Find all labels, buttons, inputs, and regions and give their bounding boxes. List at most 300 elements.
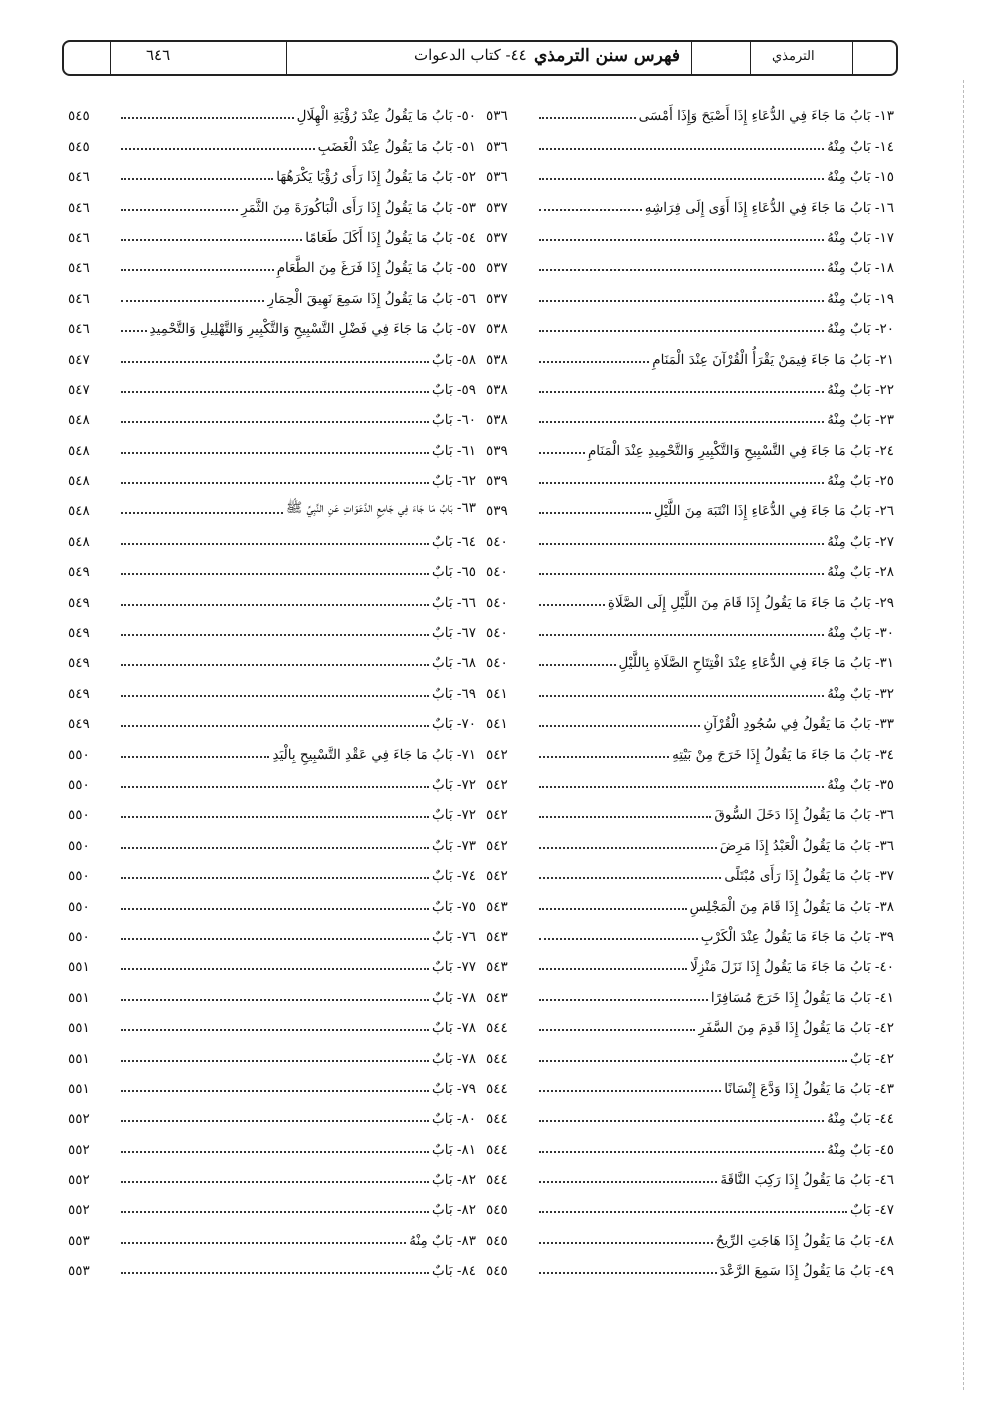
entry-page-number: ٥٤٥ bbox=[68, 138, 90, 155]
toc-entry bbox=[478, 1249, 898, 1279]
entry-title: ٦١- بَابٌ bbox=[432, 442, 476, 459]
toc-entry bbox=[478, 1188, 898, 1218]
dot-leader bbox=[121, 269, 274, 271]
dot-leader bbox=[539, 452, 585, 454]
page-number: ٦٤٦ bbox=[146, 46, 171, 64]
dot-leader bbox=[539, 756, 669, 758]
entry-title: ٧٥- بَابٌ bbox=[432, 898, 476, 915]
entry-title: ٨٢- بَابٌ bbox=[432, 1202, 476, 1219]
toc-entry bbox=[478, 1127, 898, 1157]
dot-leader bbox=[121, 756, 269, 758]
toc-entry bbox=[478, 1158, 898, 1188]
dot-leader bbox=[121, 512, 283, 514]
entry-title: ٧٢- بَابٌ bbox=[432, 776, 476, 793]
toc-entry bbox=[478, 155, 898, 185]
toc-entry bbox=[60, 611, 480, 641]
entry-title: ٤٩- بَابُ مَا يَقُولُ إِذَا سَمِعَ الرَّعْدَ bbox=[719, 1263, 894, 1280]
toc-entry bbox=[60, 823, 480, 853]
dot-leader bbox=[121, 1090, 429, 1092]
toc-entry bbox=[478, 975, 898, 1005]
toc-entry bbox=[478, 671, 898, 701]
entry-page-number: ٥٤٣ bbox=[486, 989, 508, 1006]
toc-entry bbox=[478, 641, 898, 671]
dot-leader bbox=[121, 786, 429, 788]
entry-title: ٢٩- بَابُ مَا جَاءَ مَا يَقُولُ إِذَا قَامَ مِنَ اللَّيْلِ إِلَى الصَّلَاةِ bbox=[607, 594, 894, 611]
toc-entry bbox=[478, 246, 898, 276]
toc-entry bbox=[478, 398, 898, 428]
entry-title: ٤٤- بَابٌ مِنْهُ bbox=[827, 1111, 894, 1128]
dot-leader bbox=[121, 999, 429, 1001]
entry-title: ٨٤- بَابٌ bbox=[432, 1263, 476, 1280]
toc-entry bbox=[478, 1006, 898, 1036]
toc-entry bbox=[478, 1067, 898, 1097]
dot-leader bbox=[121, 877, 429, 879]
entry-title: ٥٨- بَابٌ bbox=[432, 351, 476, 368]
dot-leader bbox=[539, 664, 616, 666]
toc-entry bbox=[60, 580, 480, 610]
dot-leader bbox=[539, 421, 824, 423]
toc-entry bbox=[478, 124, 898, 154]
entry-title: ٦٨- بَابٌ bbox=[432, 655, 476, 672]
toc-entry bbox=[478, 1218, 898, 1248]
toc-entry bbox=[60, 155, 480, 185]
entry-page-number: ٥٤٢ bbox=[486, 776, 508, 793]
entry-page-number: ٥٤٠ bbox=[486, 533, 508, 550]
dot-leader bbox=[539, 847, 717, 849]
entry-title: ٤٢- بَابٌ bbox=[850, 1050, 894, 1067]
entry-page-number: ٥٣٦ bbox=[486, 108, 508, 125]
dot-leader bbox=[539, 209, 642, 211]
entry-title: ٣٦- بَابُ مَا يَقُولُ إِذَا دَخَلَ السُّوقَ bbox=[714, 807, 894, 824]
entry-page-number: ٥٤٨ bbox=[68, 503, 90, 520]
entry-page-number: ٥٥٠ bbox=[68, 868, 90, 885]
entry-page-number: ٥٤٥ bbox=[486, 1202, 508, 1219]
toc-entry bbox=[478, 763, 898, 793]
toc-entry bbox=[478, 1036, 898, 1066]
dot-leader bbox=[539, 391, 824, 393]
toc-entry bbox=[60, 276, 480, 306]
entry-page-number: ٥٤٤ bbox=[486, 1050, 508, 1067]
entry-page-number: ٥٣٦ bbox=[486, 138, 508, 155]
entry-title: ٥٥- بَابُ مَا يَقُولُ إِذَا فَرَغَ مِنَ الطَّعَامِ bbox=[276, 260, 476, 277]
dot-leader bbox=[539, 330, 824, 332]
entry-title: ٤٦- بَابُ مَا يَقُولُ إِذَا رَكِبَ النَّاقَةَ bbox=[720, 1172, 894, 1189]
page-edge-line bbox=[963, 80, 965, 1390]
toc-entry bbox=[60, 732, 480, 762]
toc-entry bbox=[60, 854, 480, 884]
toc-entry bbox=[478, 550, 898, 580]
entry-page-number: ٥٤٥ bbox=[486, 1232, 508, 1249]
entry-page-number: ٥٤٢ bbox=[486, 807, 508, 824]
toc-entry bbox=[478, 702, 898, 732]
toc-entry bbox=[60, 975, 480, 1005]
entry-title: ٢٦- بَابُ مَا جَاءَ فِي الدُّعَاءِ إِذَا انْتَبَهَ مِنَ اللَّيْلِ bbox=[653, 503, 894, 520]
entry-page-number: ٥٣٧ bbox=[486, 260, 508, 277]
entry-page-number: ٥٤٨ bbox=[68, 473, 90, 490]
entry-title: ٦٦- بَابٌ bbox=[432, 594, 476, 611]
dot-leader bbox=[121, 361, 429, 363]
entry-title: ٢١- بَابُ مَا جَاءَ فِيمَنْ يَقْرَأُ الْقُرْآنَ عِنْدَ الْمَنَامِ bbox=[652, 351, 894, 368]
toc-entry bbox=[478, 915, 898, 945]
entry-page-number: ٥٤٦ bbox=[68, 229, 90, 246]
dot-leader bbox=[539, 877, 721, 879]
entry-page-number: ٥٣٨ bbox=[486, 381, 508, 398]
dot-leader bbox=[121, 1029, 429, 1031]
dot-leader bbox=[539, 269, 824, 271]
dot-leader bbox=[539, 1181, 717, 1183]
dot-leader bbox=[539, 1272, 717, 1274]
dot-leader bbox=[121, 604, 429, 606]
entry-page-number: ٥٤٩ bbox=[68, 716, 90, 733]
entry-title: ٧٨- بَابٌ bbox=[432, 1050, 476, 1067]
entry-page-number: ٥٤٦ bbox=[68, 199, 90, 216]
dot-leader bbox=[121, 300, 264, 302]
dot-leader bbox=[121, 938, 429, 940]
dot-leader bbox=[121, 239, 302, 241]
entry-page-number: ٥٥١ bbox=[68, 1020, 90, 1037]
entry-title: ٨٣- بَابٌ مِنْهُ bbox=[409, 1232, 476, 1249]
entry-title: ٨٠- بَابٌ bbox=[432, 1111, 476, 1128]
entry-page-number: ٥٤٦ bbox=[68, 260, 90, 277]
dot-leader bbox=[539, 1120, 824, 1122]
toc-entry bbox=[60, 1127, 480, 1157]
entry-title: ١٧- بَابٌ مِنْهُ bbox=[827, 229, 894, 246]
author-name: الترمذي bbox=[772, 49, 815, 64]
entry-page-number: ٥٤٧ bbox=[68, 351, 90, 368]
entry-page-number: ٥٤٢ bbox=[486, 837, 508, 854]
toc-entry bbox=[60, 398, 480, 428]
entry-title: ٤٢- بَابُ مَا يَقُولُ إِذَا قَدِمَ مِنَ السَّفَرِ bbox=[698, 1020, 894, 1037]
toc-entry bbox=[478, 307, 898, 337]
dot-leader bbox=[121, 847, 429, 849]
dot-leader bbox=[539, 512, 651, 514]
entry-page-number: ٥٤٩ bbox=[68, 594, 90, 611]
dot-leader bbox=[539, 300, 824, 302]
dot-leader bbox=[539, 695, 824, 697]
toc-entry bbox=[60, 337, 480, 367]
dot-leader bbox=[539, 968, 687, 970]
entry-page-number: ٥٤١ bbox=[486, 716, 508, 733]
page-title: فهرس سنن الترمذي bbox=[534, 46, 680, 66]
dot-leader bbox=[121, 908, 429, 910]
entry-page-number: ٥٣٧ bbox=[486, 229, 508, 246]
toc-entry bbox=[478, 1097, 898, 1127]
dot-leader bbox=[539, 1151, 824, 1153]
dot-leader bbox=[121, 1242, 406, 1244]
entry-title: ١٤- بَابٌ مِنْهُ bbox=[827, 138, 894, 155]
entry-page-number: ٥٣٧ bbox=[486, 199, 508, 216]
dot-leader bbox=[121, 209, 238, 211]
toc-entry bbox=[478, 732, 898, 762]
toc-entry bbox=[60, 793, 480, 823]
dot-leader bbox=[539, 148, 824, 150]
dot-leader bbox=[121, 178, 273, 180]
entry-page-number: ٥٥٠ bbox=[68, 807, 90, 824]
entry-title: ٧١- بَابُ مَا جَاءَ فِي عَقْدِ التَّسْبِيحِ بِالْيَدِ bbox=[272, 746, 476, 763]
entry-title: ٢٨- بَابٌ مِنْهُ bbox=[827, 564, 894, 581]
entry-title: ٣٩- بَابُ مَا جَاءَ مَا يَقُولُ عِنْدَ الْكَرْبِ bbox=[700, 928, 894, 945]
entry-page-number: ٥٤٠ bbox=[486, 655, 508, 672]
dot-leader bbox=[539, 1060, 847, 1062]
entry-title: ٥٧- بَابُ مَا جَاءَ فِي فَضْلِ التَّسْبِيحِ وَالتَّكْبِيرِ وَالتَّهْلِيلِ وَالتَّحْمِيدِ bbox=[149, 321, 476, 338]
entry-page-number: ٥٤٢ bbox=[486, 746, 508, 763]
dot-leader bbox=[121, 330, 147, 332]
entry-title: ٥٢- بَابُ مَا يَقُولُ إِذَا رَأَى رُؤْيَا يَكْرَهُهَا bbox=[276, 169, 476, 186]
toc-entry bbox=[478, 884, 898, 914]
dot-leader bbox=[539, 908, 687, 910]
entry-title: ٣٦- بَابُ مَا يَقُولُ الْعَبْدُ إِذَا مَرِضَ bbox=[719, 837, 894, 854]
toc-entry bbox=[60, 459, 480, 489]
dot-leader bbox=[121, 816, 429, 818]
entry-page-number: ٥٤٤ bbox=[486, 1020, 508, 1037]
toc-entry bbox=[478, 337, 898, 367]
entry-page-number: ٥٤٢ bbox=[486, 868, 508, 885]
toc-entry bbox=[478, 580, 898, 610]
entry-title: ٥٦- بَابُ مَا يَقُولُ إِذَا سَمِعَ نَهِيقَ الْحِمَارِ bbox=[267, 290, 476, 307]
entry-page-number: ٥٥٠ bbox=[68, 898, 90, 915]
dot-leader bbox=[121, 543, 429, 545]
entry-title: ٣٤- بَابُ مَا جَاءَ مَا يَقُولُ إِذَا خَرَجَ مِنْ بَيْتِهِ bbox=[672, 746, 894, 763]
entry-page-number: ٥٥٣ bbox=[68, 1232, 90, 1249]
entry-title: ٧٨- بَابٌ bbox=[432, 1020, 476, 1037]
dot-leader bbox=[539, 361, 649, 363]
dot-leader bbox=[539, 999, 708, 1001]
entry-title: ٧٣- بَابٌ bbox=[432, 837, 476, 854]
toc-entry bbox=[60, 489, 480, 519]
toc-entry bbox=[478, 94, 898, 124]
toc-entry bbox=[478, 793, 898, 823]
entry-title: ٧٢- بَابٌ bbox=[432, 807, 476, 824]
toc-entry bbox=[60, 519, 480, 549]
entry-page-number: ٥٤٦ bbox=[68, 169, 90, 186]
entry-title: ٨١- بَابٌ bbox=[432, 1141, 476, 1158]
toc-entry bbox=[60, 216, 480, 246]
entry-page-number: ٥٤٣ bbox=[486, 898, 508, 915]
entry-page-number: ٥٤٨ bbox=[68, 412, 90, 429]
toc-entry bbox=[478, 945, 898, 975]
dot-leader bbox=[539, 938, 698, 940]
entry-page-number: ٥٤٩ bbox=[68, 655, 90, 672]
entry-title: ٣١- بَابُ مَا جَاءَ فِي الدُّعَاءِ عِنْدَ افْتِتَاحِ الصَّلَاةِ بِاللَّيْلِ bbox=[618, 655, 894, 672]
entry-page-number: ٥٣٩ bbox=[486, 442, 508, 459]
entry-page-number: ٥٤٥ bbox=[486, 1263, 508, 1280]
entry-title: ٣٨- بَابُ مَا يَقُولُ إِذَا قَامَ مِنَ الْمَجْلِسِ bbox=[689, 898, 894, 915]
entry-title: ٦٤- بَابٌ bbox=[432, 533, 476, 550]
entry-title: ٧٠- بَابٌ bbox=[432, 716, 476, 733]
entry-page-number: ٥٥٠ bbox=[68, 746, 90, 763]
dot-leader bbox=[539, 1090, 721, 1092]
entry-page-number: ٥٣٩ bbox=[486, 473, 508, 490]
toc-entry bbox=[60, 1158, 480, 1188]
entry-title: ٤٣- بَابُ مَا يَقُولُ إِذَا وَدَّعَ إِنْسَانًا bbox=[724, 1080, 894, 1097]
entry-page-number: ٥٤٤ bbox=[486, 1141, 508, 1158]
dot-leader bbox=[121, 695, 429, 697]
entry-title: ٦٣- بَابُ مَا جَاءَ فِي جَامِعِ الدَّعَوَاتِ عَنِ النَّبِيِّ ﷺ bbox=[285, 500, 476, 517]
entry-page-number: ٥٤٠ bbox=[486, 625, 508, 642]
entry-title: ٤٠- بَابُ مَا جَاءَ مَا يَقُولُ إِذَا نَزَلَ مَنْزِلًا bbox=[690, 959, 894, 976]
entry-page-number: ٥٥١ bbox=[68, 989, 90, 1006]
entry-page-number: ٥٤٩ bbox=[68, 625, 90, 642]
entry-page-number: ٥٤١ bbox=[486, 685, 508, 702]
toc-entry bbox=[478, 489, 898, 519]
dot-leader bbox=[539, 239, 824, 241]
entry-page-number: ٥٥٣ bbox=[68, 1263, 90, 1280]
entry-page-number: ٥٤٨ bbox=[68, 533, 90, 550]
entry-title: ٦٧- بَابٌ bbox=[432, 625, 476, 642]
dot-leader bbox=[121, 1272, 429, 1274]
entry-title: ٥٩- بَابٌ bbox=[432, 381, 476, 398]
toc-entry bbox=[60, 185, 480, 215]
dot-leader bbox=[539, 573, 824, 575]
entry-page-number: ٥٣٧ bbox=[486, 290, 508, 307]
entry-title: ٢٣- بَابٌ مِنْهُ bbox=[827, 412, 894, 429]
entry-title: ٣٠- بَابٌ مِنْهُ bbox=[827, 625, 894, 642]
header-divider bbox=[691, 42, 692, 74]
toc-entry bbox=[60, 1006, 480, 1036]
toc-entry bbox=[478, 368, 898, 398]
dot-leader bbox=[121, 1211, 429, 1213]
toc-entry bbox=[478, 216, 898, 246]
toc-entry bbox=[60, 368, 480, 398]
entry-page-number: ٥٤٦ bbox=[68, 290, 90, 307]
toc-entry bbox=[478, 823, 898, 853]
entry-title: ٧٦- بَابٌ bbox=[432, 928, 476, 945]
toc-entry bbox=[60, 1067, 480, 1097]
dot-leader bbox=[539, 117, 636, 119]
entry-title: ٧٩- بَابٌ bbox=[432, 1080, 476, 1097]
entry-title: ٢٠- بَابٌ مِنْهُ bbox=[827, 321, 894, 338]
entry-title: ٣٥- بَابٌ مِنْهُ bbox=[827, 776, 894, 793]
toc-entry bbox=[478, 185, 898, 215]
entry-title: ٢٤- بَابُ مَا جَاءَ فِي التَّسْبِيحِ وَالتَّكْبِيرِ وَالتَّحْمِيدِ عِنْدَ الْمَنَامِ bbox=[587, 442, 894, 459]
entry-page-number: ٥٥٠ bbox=[68, 776, 90, 793]
entry-title: ٢٢- بَابٌ مِنْهُ bbox=[827, 381, 894, 398]
toc-entry bbox=[60, 915, 480, 945]
entry-title: ١٩- بَابٌ مِنْهُ bbox=[827, 290, 894, 307]
toc-column-left bbox=[60, 94, 480, 1279]
entry-title: ٣٢- بَابٌ مِنْهُ bbox=[827, 685, 894, 702]
toc-entry bbox=[60, 641, 480, 671]
entry-page-number: ٥٤٤ bbox=[486, 1172, 508, 1189]
dot-leader bbox=[539, 1029, 695, 1031]
entry-title: ٨٢- بَابٌ bbox=[432, 1172, 476, 1189]
entry-title: ٥٣- بَابُ مَا يَقُولُ إِذَا رَأَى الْبَاكُورَةَ مِنَ الثَّمَرِ bbox=[241, 199, 476, 216]
toc-entry bbox=[60, 1249, 480, 1279]
entry-title: ٢٧- بَابٌ مِنْهُ bbox=[827, 533, 894, 550]
entry-page-number: ٥٤٠ bbox=[486, 564, 508, 581]
toc-entry bbox=[60, 246, 480, 276]
entry-page-number: ٥٤٩ bbox=[68, 685, 90, 702]
entry-title: ٦٢- بَابٌ bbox=[432, 473, 476, 490]
toc-entry bbox=[60, 763, 480, 793]
entry-title: ١٦- بَابُ مَا جَاءَ فِي الدُّعَاءِ إِذَا أَوَى إِلَى فِرَاشِهِ bbox=[644, 199, 894, 216]
entry-title: ٧٤- بَابٌ bbox=[432, 868, 476, 885]
toc-entry bbox=[60, 124, 480, 154]
entry-page-number: ٥٤٩ bbox=[68, 564, 90, 581]
entry-page-number: ٥٥١ bbox=[68, 1050, 90, 1067]
entry-page-number: ٥٤٤ bbox=[486, 1111, 508, 1128]
header-divider bbox=[110, 42, 111, 74]
entry-page-number: ٥٤٠ bbox=[486, 594, 508, 611]
toc-entry bbox=[478, 854, 898, 884]
dot-leader bbox=[121, 482, 429, 484]
dot-leader bbox=[121, 421, 429, 423]
entry-page-number: ٥٣٩ bbox=[486, 503, 508, 520]
dot-leader bbox=[121, 1120, 429, 1122]
dot-leader bbox=[121, 1151, 429, 1153]
header-divider bbox=[286, 42, 287, 74]
dot-leader bbox=[539, 604, 605, 606]
toc-entry bbox=[60, 945, 480, 975]
dot-leader bbox=[121, 634, 429, 636]
entry-page-number: ٥٤٦ bbox=[68, 321, 90, 338]
dot-leader bbox=[539, 786, 824, 788]
toc-entry bbox=[60, 884, 480, 914]
toc-entry bbox=[60, 1097, 480, 1127]
toc-entry bbox=[478, 519, 898, 549]
entry-page-number: ٥٥٠ bbox=[68, 837, 90, 854]
toc-entry bbox=[60, 550, 480, 580]
dot-leader bbox=[121, 391, 429, 393]
entry-title: ٧٧- بَابٌ bbox=[432, 959, 476, 976]
entry-title: ٤١- بَابُ مَا يَقُولُ إِذَا خَرَجَ مُسَافِرًا bbox=[710, 989, 894, 1006]
entry-page-number: ٥٣٨ bbox=[486, 321, 508, 338]
dot-leader bbox=[121, 1060, 429, 1062]
entry-title: ٤٥- بَابٌ مِنْهُ bbox=[827, 1141, 894, 1158]
entry-title: ٣٣- بَابُ مَا يَقُولُ فِي سُجُودِ الْقُرْآنِ bbox=[703, 716, 894, 733]
entry-page-number: ٥٥٠ bbox=[68, 928, 90, 945]
toc-entry bbox=[478, 428, 898, 458]
entry-page-number: ٥٣٨ bbox=[486, 412, 508, 429]
page-header bbox=[62, 40, 898, 76]
entry-title: ١٣- بَابُ مَا جَاءَ فِي الدُّعَاءِ إِذَا أَصْبَحَ وَإِذَا أَمْسَى bbox=[638, 108, 894, 125]
entry-title: ٥١- بَابُ مَا يَقُولُ عِنْدَ الْغَضَبِ bbox=[317, 138, 476, 155]
entry-page-number: ٥٤٣ bbox=[486, 928, 508, 945]
entry-page-number: ٥٣٦ bbox=[486, 169, 508, 186]
toc-entry bbox=[60, 1188, 480, 1218]
header-divider bbox=[750, 42, 751, 74]
dot-leader bbox=[121, 117, 294, 119]
dot-leader bbox=[539, 482, 824, 484]
dot-leader bbox=[539, 1242, 713, 1244]
dot-leader bbox=[121, 664, 429, 666]
entry-title: ٧٨- بَابٌ bbox=[432, 989, 476, 1006]
dot-leader bbox=[539, 634, 824, 636]
entry-title: ٣٧- بَابُ مَا يَقُولُ إِذَا رَأَى مُبْتَلًى bbox=[724, 868, 894, 885]
toc-entry bbox=[60, 1218, 480, 1248]
toc-entry bbox=[60, 1036, 480, 1066]
dot-leader bbox=[121, 1181, 429, 1183]
toc-entry bbox=[60, 307, 480, 337]
entry-page-number: ٥٥١ bbox=[68, 1080, 90, 1097]
entry-title: ٦٠- بَابٌ bbox=[432, 412, 476, 429]
dot-leader bbox=[539, 725, 700, 727]
entry-title: ٥٠- بَابُ مَا يَقُولُ عِنْدَ رُؤْيَةِ الْهِلَالِ bbox=[296, 108, 476, 125]
dot-leader bbox=[121, 573, 429, 575]
dot-leader bbox=[121, 452, 429, 454]
entry-page-number: ٥٥٢ bbox=[68, 1111, 90, 1128]
entry-title: ٥٤- بَابُ مَا يَقُولُ إِذَا أَكَلَ طَعَامًا bbox=[305, 229, 476, 246]
entry-title: ١٨- بَابٌ مِنْهُ bbox=[827, 260, 894, 277]
header-divider bbox=[852, 42, 853, 74]
entry-page-number: ٥٤٥ bbox=[68, 108, 90, 125]
dot-leader bbox=[539, 1211, 847, 1213]
toc-entry bbox=[60, 702, 480, 732]
entry-page-number: ٥٥٢ bbox=[68, 1172, 90, 1189]
entry-page-number: ٥٥٢ bbox=[68, 1141, 90, 1158]
entry-page-number: ٥٤٨ bbox=[68, 442, 90, 459]
toc-entry bbox=[478, 459, 898, 489]
